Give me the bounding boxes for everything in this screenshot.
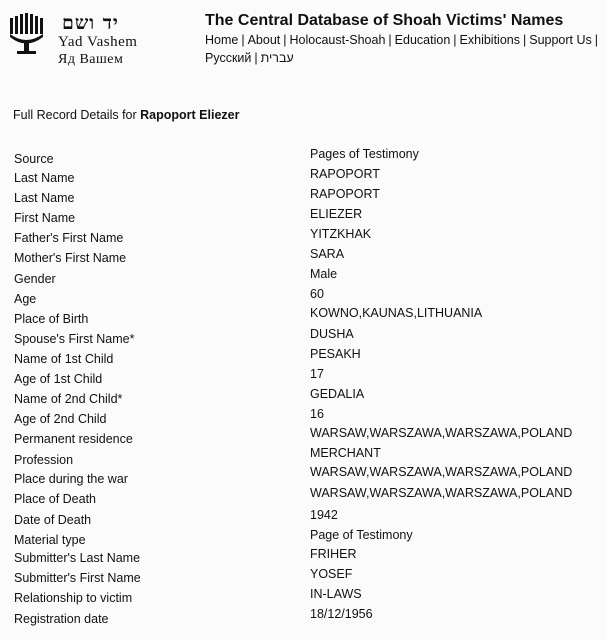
field-label: Age of 1st Child — [14, 372, 103, 386]
field-label: Submitter's Last Name — [14, 551, 141, 565]
field-label: Father's First Name — [14, 231, 124, 245]
field-label: Place during the war — [14, 472, 128, 486]
field-label: Age — [14, 292, 37, 306]
field-label: Material type — [14, 533, 86, 547]
field-label: Gender — [14, 272, 56, 286]
nav-holocaust-shoah[interactable]: Holocaust-Shoah — [289, 33, 386, 47]
field-label: Source — [14, 152, 54, 166]
field-label: Mother's First Name — [14, 251, 127, 265]
field-label: Age of 2nd Child — [14, 412, 107, 426]
field-label: Spouse's First Name* — [14, 332, 135, 346]
field-value: ELIEZER — [310, 207, 363, 221]
field-value: 1942 — [310, 508, 338, 522]
field-label: Registration date — [14, 612, 109, 626]
field-value: MERCHANT — [310, 446, 381, 460]
nav-support-us[interactable]: Support Us — [529, 33, 592, 47]
field-value: 60 — [310, 287, 324, 301]
record-heading-name: Rapoport Eliezer — [140, 108, 240, 122]
field-value: DUSHA — [310, 327, 354, 341]
field-value: WARSAW,WARSZAWA,WARSZAWA,POLAND — [310, 465, 573, 479]
field-value: KOWNO,KAUNAS,LITHUANIA — [310, 306, 483, 320]
logo-hebrew-text: יד ושם — [62, 12, 119, 34]
nav-exhibitions[interactable]: Exhibitions — [459, 33, 520, 47]
field-value: WARSAW,WARSZAWA,WARSZAWA,POLAND — [310, 426, 573, 440]
field-label: Place of Death — [14, 492, 96, 506]
field-label: Date of Death — [14, 513, 92, 527]
field-value: Male — [310, 267, 338, 281]
field-value: YITZKHAK — [310, 227, 372, 241]
field-label: Submitter's First Name — [14, 571, 141, 585]
record-heading-prefix: Full Record Details for — [13, 108, 137, 122]
site-title: The Central Database of Shoah Victims' Names — [205, 12, 564, 29]
field-value: 16 — [310, 407, 324, 421]
logo-russian-text: Яд Вашем — [58, 52, 124, 67]
field-value: WARSAW,WARSZAWA,WARSZAWA,POLAND — [310, 486, 573, 500]
field-value: IN-LAWS — [310, 587, 362, 601]
field-value: 18/12/1956 — [310, 607, 373, 621]
field-value: SARA — [310, 247, 345, 261]
field-value: RAPOPORT — [310, 187, 380, 201]
field-label: Last Name — [14, 191, 75, 205]
field-value: YOSEF — [310, 567, 353, 581]
field-label: Profession — [14, 453, 74, 467]
field-label: Name of 1st Child — [14, 352, 114, 366]
field-label: First Name — [14, 211, 76, 225]
nav-hebrew[interactable]: עברית — [260, 51, 294, 65]
field-label: Last Name — [14, 171, 75, 185]
field-value: GEDALIA — [310, 387, 365, 401]
nav-about[interactable]: About — [247, 33, 281, 47]
nav-home[interactable]: Home — [205, 33, 239, 47]
field-label: Relationship to victim — [14, 591, 133, 605]
field-label: Name of 2nd Child* — [14, 392, 123, 406]
field-value: PESAKH — [310, 347, 361, 361]
nav-education[interactable]: Education — [394, 33, 451, 47]
main-nav: Home | About | Holocaust-Shoah | Education | Exhibitions | Support Us | Русский | עברית — [205, 33, 599, 65]
logo-english-text: Yad Vashem — [58, 34, 138, 50]
field-label: Place of Birth — [14, 312, 89, 326]
field-value: RAPOPORT — [310, 167, 380, 181]
field-value: Pages of Testimony — [310, 147, 419, 161]
nav-russian[interactable]: Русский — [205, 51, 252, 65]
field-label: Permanent residence — [14, 432, 133, 446]
field-value: 17 — [310, 367, 324, 381]
field-value: Page of Testimony — [310, 528, 413, 542]
field-value: FRIHER — [310, 547, 357, 561]
